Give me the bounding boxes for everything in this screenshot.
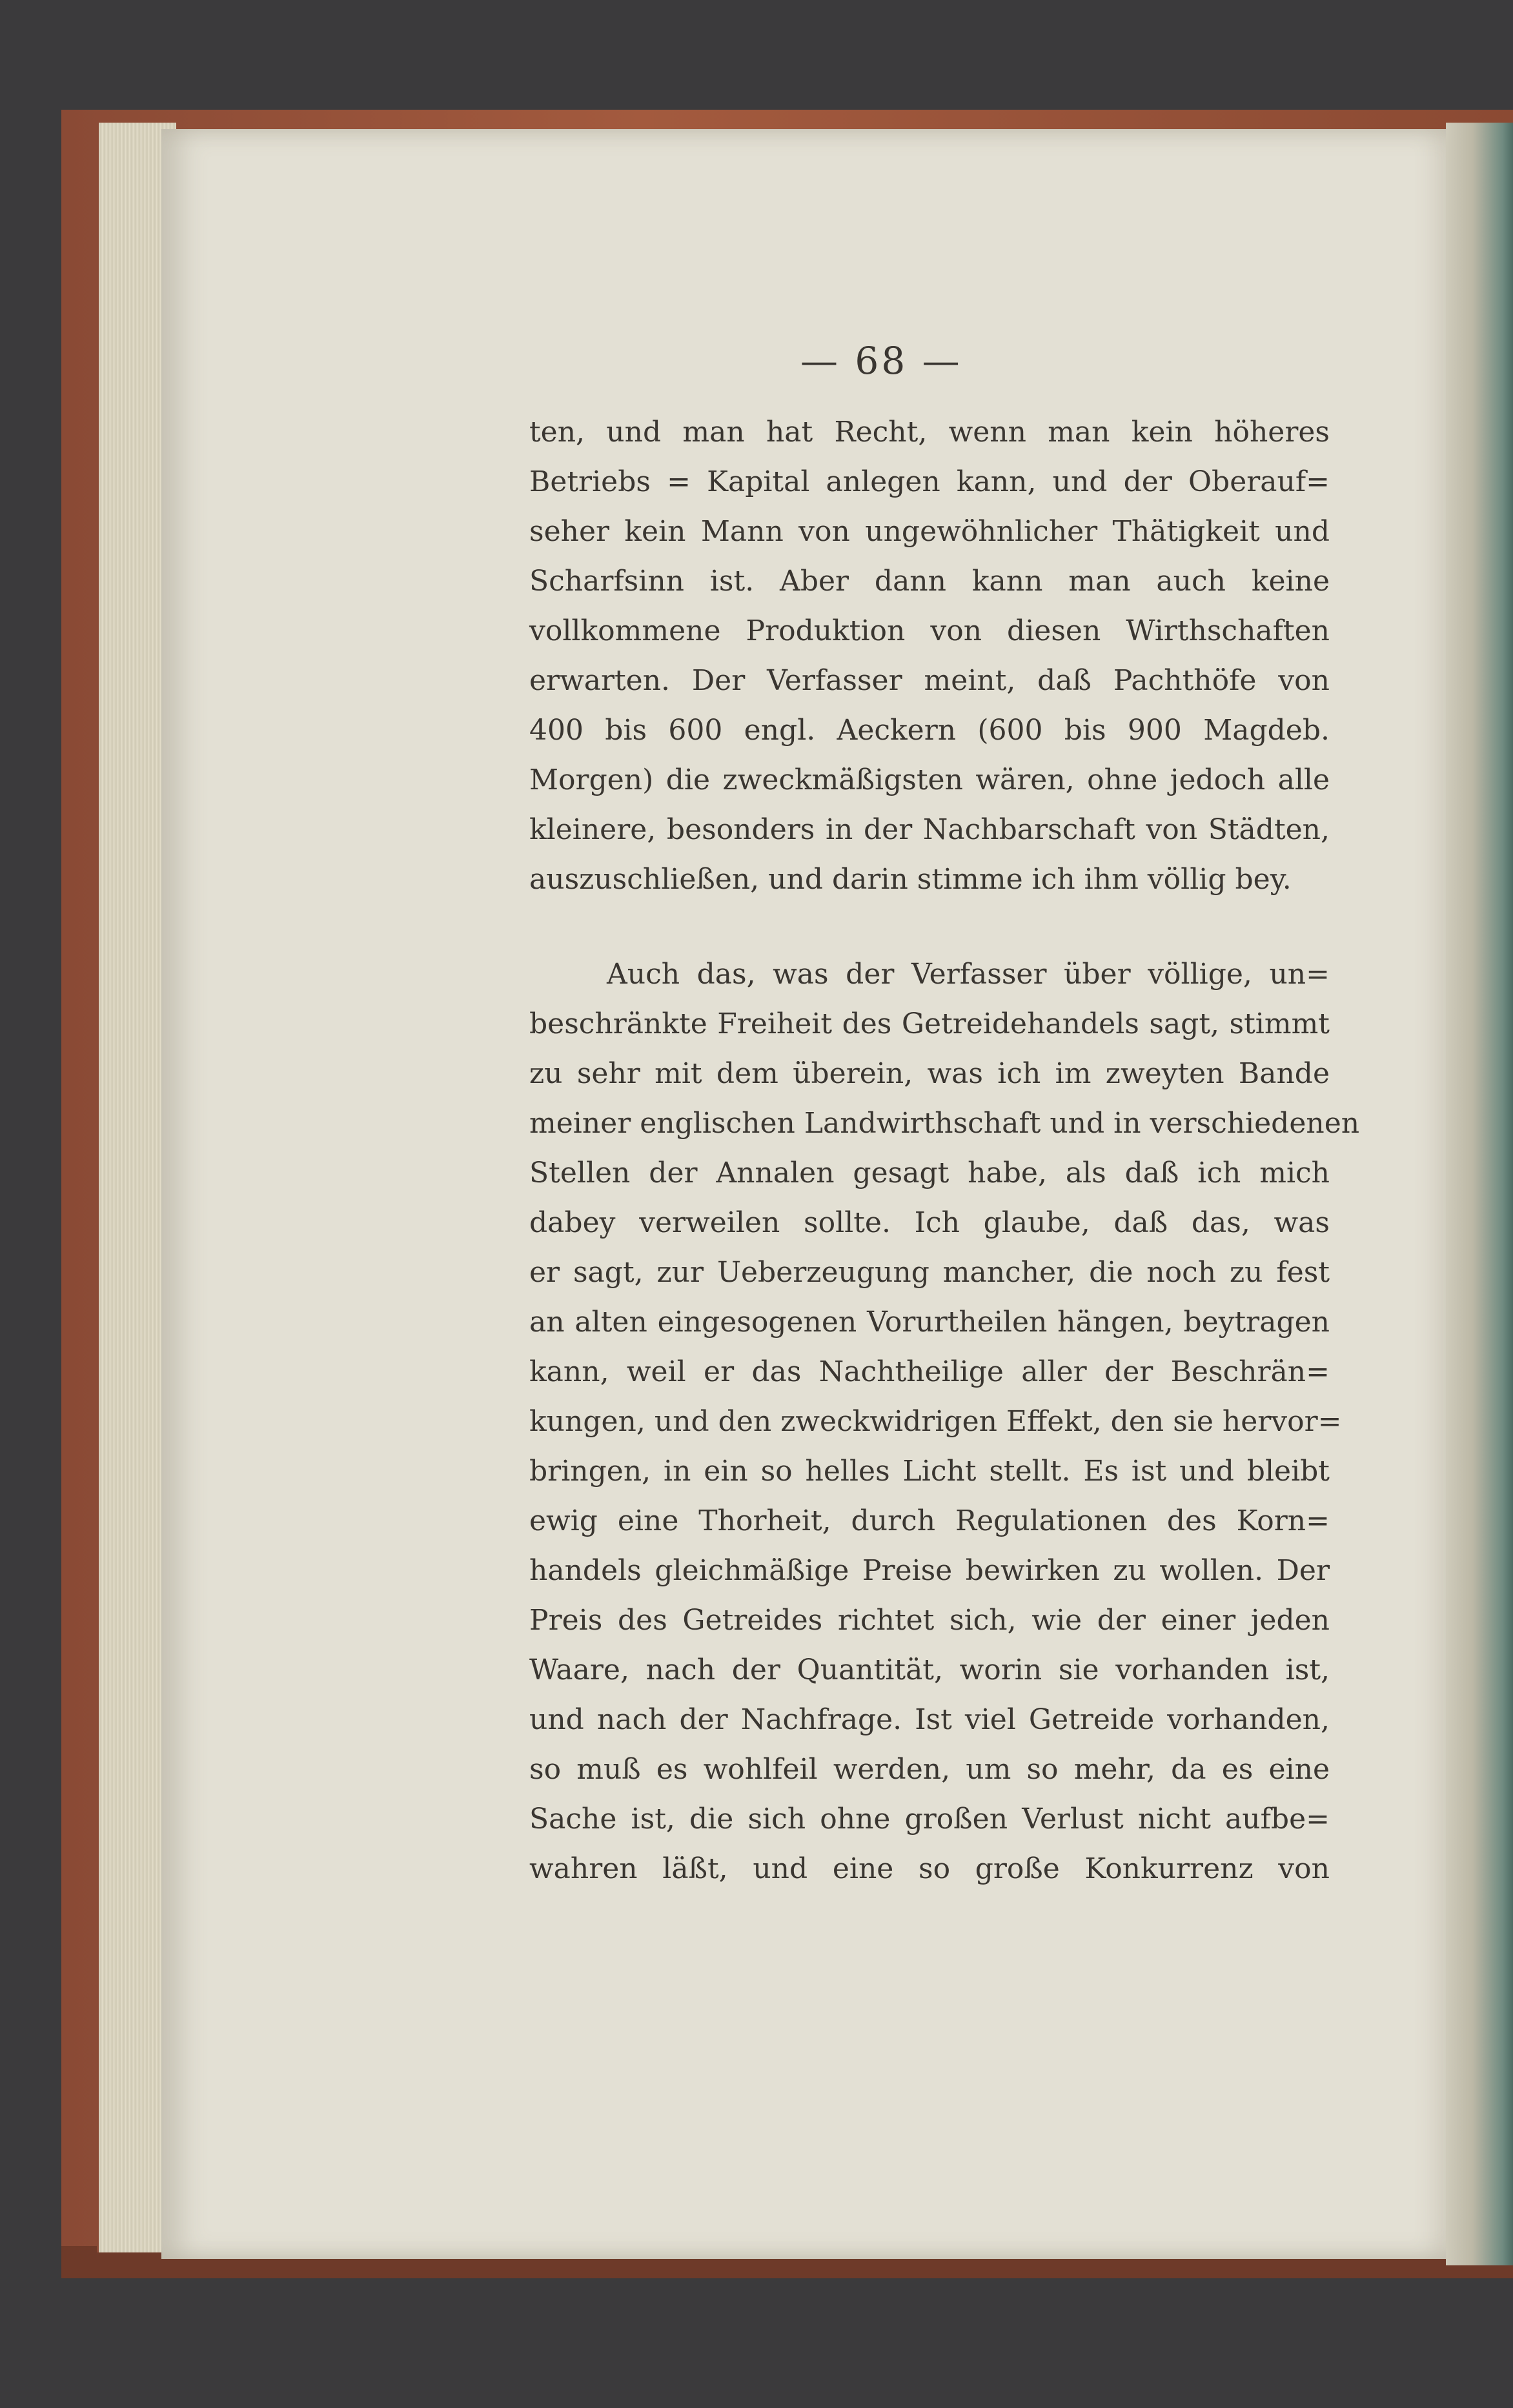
facing-page-edge [1446,123,1513,2265]
text-line: ten, und man hat Recht, wenn man kein höheres [529,416,1330,449]
text-line: ewig eine Thorheit, durch Regulationen des Korn= [529,1504,1330,1537]
text-line: kleinere, besonders in der Nachbarschaft von Städten, [529,813,1330,846]
text-line: Auch das, was der Verfasser über völlige, un= [607,958,1330,991]
text-line: beschränkte Freiheit des Getreidehandels sagt, stimmt [529,1007,1330,1040]
text-line: wahren läßt, und eine so große Konkurrenz von [529,1852,1330,1885]
text-line: er sagt, zur Ueberzeugung mancher, die noch zu fest [529,1256,1330,1289]
text-line: an alten eingesogenen Vorurtheilen hängen, beytragen [529,1306,1330,1339]
text-line: 400 bis 600 engl. Aeckern (600 bis 900 Magdeb. [529,714,1330,747]
text-line: Betriebs = Kapital anlegen kann, und der Oberauf= [529,465,1330,498]
text-line: erwarten. Der Verfasser meint, daß Pachthöfe von [529,664,1330,697]
text-line: bringen, in ein so helles Licht stellt. Es ist und bleibt [529,1455,1330,1488]
text-line: zu sehr mit dem überein, was ich im zweyten Bande [529,1057,1330,1090]
text-line: Waare, nach der Quantität, worin sie vorhanden ist, [529,1654,1330,1686]
text-line: Scharfsinn ist. Aber dann kann man auch keine [529,565,1330,598]
text-line: kungen, und den zweckwidrigen Effekt, den sie hervor= [529,1405,1342,1438]
text-line: vollkommene Produktion von diesen Wirthschaften [529,614,1330,647]
text-line: seher kein Mann von ungewöhnlicher Thätigkeit und [529,515,1330,548]
text-line: kann, weil er das Nachtheilige aller der Beschrän= [529,1355,1330,1388]
text-line: Preis des Getreides richtet sich, wie der einer jeden [529,1604,1330,1637]
text-line: so muß es wohlfeil werden, um so mehr, da es eine [529,1753,1330,1786]
text-line: und nach der Nachfrage. Ist viel Getreide vorhanden, [529,1703,1330,1736]
text-line: handels gleichmäßige Preise bewirken zu wollen. Der [529,1554,1330,1587]
text-line: auszuschließen, und darin stimme ich ihm völlig bey. [529,863,1292,896]
text-line: meiner englischen Landwirthschaft und in verschiedenen [529,1107,1360,1140]
text-line: Sache ist, die sich ohne großen Verlust nicht aufbe= [529,1803,1330,1836]
page-number: — 68 — [800,339,962,383]
text-line: Stellen der Annalen gesagt habe, als daß ich mich [529,1157,1330,1189]
text-line: dabey verweilen sollte. Ich glaube, daß das, was [529,1206,1330,1239]
text-line: Morgen) die zweckmäßigsten wären, ohne jedoch alle [529,764,1330,796]
